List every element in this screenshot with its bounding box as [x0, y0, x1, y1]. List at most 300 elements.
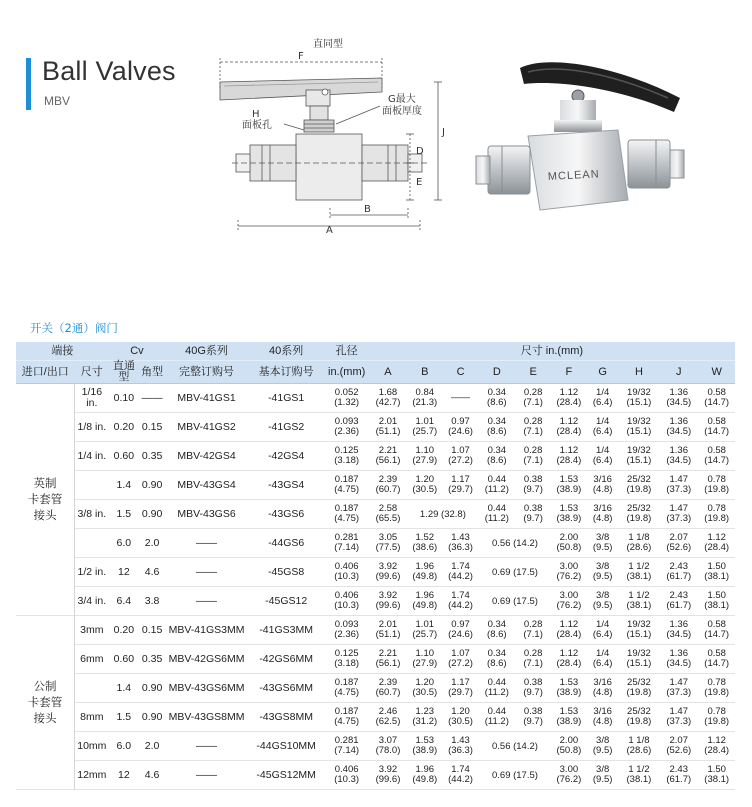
cell-H: [619, 732, 659, 761]
cell-F-mm: (50.8): [556, 745, 582, 756]
cell-B: [407, 384, 442, 413]
cell-B-mm: (30.5): [412, 484, 438, 495]
cell-G: [587, 703, 619, 732]
cell-J-mm: (61.7): [666, 600, 692, 611]
cell-F-in: 1.12: [559, 648, 579, 659]
cell-cv-straight: 1.5: [116, 710, 132, 723]
cell-F-mm: (76.2): [556, 571, 582, 582]
cell-orifice-mm: (10.3): [334, 774, 360, 785]
cell-B-mm: (25.7): [412, 629, 438, 640]
cell-J: [659, 587, 698, 616]
cell-J: [659, 500, 698, 529]
cell-G: [587, 761, 619, 790]
cell-H-in: 19/32: [627, 648, 651, 659]
cell-F: [551, 471, 586, 500]
cell-H: [619, 471, 659, 500]
cell-D-mm: (11.2): [484, 513, 509, 524]
cell-H-mm: (19.8): [626, 716, 652, 727]
cell-A-mm: (60.7): [375, 484, 401, 495]
cell-A: [369, 616, 407, 645]
cell-C-in: 1.17: [451, 677, 470, 688]
cell-40g-order: MBV-41GS2: [177, 420, 236, 433]
cell-D: [479, 471, 515, 500]
cell-H-in: 25/32: [627, 503, 651, 514]
cell-A-mm: (78.0): [375, 745, 401, 756]
cell-D-mm: (11.2): [484, 687, 509, 698]
cell-J: [659, 471, 698, 500]
table-row: [16, 616, 735, 645]
cell-orifice-mm: (7.14): [334, 542, 360, 553]
cell-size: 12mm: [77, 768, 107, 781]
table-row: [16, 761, 735, 790]
cell-W-in: 0.58: [707, 445, 726, 456]
cell-J-in: 2.07: [669, 735, 688, 746]
cell-C: [442, 558, 478, 587]
cell-W-in: 1.50: [707, 764, 726, 775]
cell-G: [587, 558, 619, 587]
cell-E-in: 0.28: [523, 416, 543, 427]
cell-E-in: 0.38: [523, 474, 543, 485]
cell-E: [515, 703, 551, 732]
header-col-W: W: [698, 361, 735, 384]
cell-E-mm: (9.7): [523, 513, 543, 524]
cell-G: [587, 732, 619, 761]
cell-C: [442, 703, 478, 732]
cell-DE-merged: 0.56 (14.2): [491, 740, 538, 752]
cell-40-order: -45GS8: [268, 565, 305, 578]
cell-F: [551, 529, 586, 558]
header-cv: Cv: [109, 342, 165, 361]
header-col-A: A: [369, 361, 407, 384]
cell-D-in: 0.44: [487, 706, 507, 717]
cell-H: [619, 616, 659, 645]
valve-dimension-diagram: [210, 30, 460, 235]
cell-orifice-mm: (4.75): [334, 716, 360, 727]
cell-H-mm: (38.1): [626, 571, 652, 582]
cell-size: 3mm: [80, 623, 104, 636]
cell-C-mm: (29.7): [448, 687, 473, 698]
cell-F-in: 3.00: [559, 590, 579, 601]
cell-BC-merged: 1.29 (32.8): [419, 508, 466, 520]
cell-W: [698, 500, 735, 529]
cell-size: 6mm: [80, 652, 104, 665]
cell-orifice-in: 0.093: [334, 416, 359, 427]
cell-C: [442, 674, 478, 703]
header-series-40: 40系列: [248, 342, 325, 361]
cell-C-in: 0.97: [451, 416, 470, 427]
cell-A-mm: (99.6): [375, 774, 401, 785]
table-row: [16, 674, 735, 703]
cell-G: [587, 616, 619, 645]
cell-B: [407, 674, 442, 703]
cell-E-in: 0.38: [523, 503, 543, 514]
cell-H-mm: (28.6): [626, 745, 652, 756]
cell-cv-straight: 1.4: [116, 478, 132, 491]
cell-A-mm: (99.6): [375, 571, 401, 582]
group-label-line: 接头: [33, 509, 57, 522]
cell-E-mm: (7.1): [523, 397, 543, 408]
cell-A: [369, 674, 407, 703]
cell-40-order: -42GS4: [268, 449, 305, 462]
cell-orifice-mm: (2.36): [334, 629, 360, 640]
cell-D: [479, 384, 515, 413]
cell-J-mm: (37.3): [666, 687, 692, 698]
cell-W-mm: (14.7): [704, 629, 730, 640]
table-row: [16, 471, 735, 500]
cell-B-mm: (27.9): [412, 658, 438, 669]
table-row: [16, 645, 735, 674]
group-label-line: 公制: [33, 680, 57, 693]
cell-A-in: 2.21: [378, 648, 398, 659]
cell-W: [698, 761, 735, 790]
cell-W-in: 0.58: [707, 648, 726, 659]
cell-C-mm: (36.3): [448, 745, 473, 756]
cell-cv-straight: 6.0: [116, 739, 132, 752]
cell-G-in: 3/8: [596, 561, 610, 572]
cell-orifice-mm: (4.75): [334, 484, 360, 495]
cell-C-in: 1.07: [451, 445, 470, 456]
cell-cv-straight: 0.60: [113, 449, 135, 462]
cell-H-in: 1 1/8: [628, 735, 650, 746]
cell-DE-merged: 0.69 (17.5): [491, 595, 538, 607]
cell-H-mm: (15.1): [626, 397, 652, 408]
cell-B: [407, 616, 442, 645]
header-col-J: J: [659, 361, 698, 384]
cell-W: [698, 529, 735, 558]
cell-W-mm: (14.7): [704, 455, 730, 466]
cell-40-order: -41GS3MM: [259, 623, 313, 636]
cell-C: [442, 645, 478, 674]
cell-F-in: 1.53: [559, 677, 579, 688]
cell-W: [698, 384, 735, 413]
cell-H: [619, 587, 659, 616]
cell-A-in: 1.68: [378, 387, 398, 398]
cell-orifice-in: 0.187: [334, 677, 359, 688]
cell-C: [442, 413, 478, 442]
cell-E-mm: (7.1): [523, 658, 543, 669]
cell-H: [619, 761, 659, 790]
header-col-H: H: [619, 361, 659, 384]
cell-F: [551, 558, 586, 587]
table-row: [16, 500, 735, 529]
diagram-label-B: B: [364, 204, 371, 215]
cell-F-mm: (28.4): [556, 455, 582, 466]
cell-orifice-mm: (7.14): [334, 745, 360, 756]
cell-F-in: 1.53: [559, 474, 579, 485]
cell-J-in: 1.47: [669, 706, 688, 717]
cell-C: [442, 384, 478, 413]
cell-J: [659, 529, 698, 558]
cell-W-in: 1.50: [707, 561, 726, 572]
cell-G-mm: (9.5): [592, 745, 613, 756]
cell-A-in: 2.01: [378, 416, 398, 427]
cell-F-mm: (76.2): [556, 600, 582, 611]
cell-H-mm: (15.1): [626, 455, 652, 466]
cell-G-in: 1/4: [596, 619, 610, 630]
cell-G-mm: (4.8): [592, 513, 613, 524]
cell-H: [619, 413, 659, 442]
cell-G: [587, 384, 619, 413]
cell-W-in: 0.78: [707, 503, 726, 514]
cell-W-in: 1.12: [707, 735, 726, 746]
cell-C-mm: (44.2): [448, 774, 473, 785]
table-row: [16, 384, 735, 413]
cell-C-in: 1.43: [451, 735, 470, 746]
cell-cv-angle: 3.8: [144, 594, 160, 607]
cell-J: [659, 558, 698, 587]
cell-size: 1/4 in.: [77, 449, 107, 462]
cell-F-mm: (28.4): [556, 629, 582, 640]
cell-40g-order: ——: [196, 536, 218, 549]
cell-A-in: 3.92: [378, 590, 398, 601]
cell-F: [551, 500, 586, 529]
cell-H-in: 1 1/2: [628, 590, 650, 601]
cell-B-mm: (49.8): [412, 600, 438, 611]
cell-orifice: [324, 384, 368, 413]
cell-DE-merged: 0.69 (17.5): [491, 769, 538, 781]
cell-cv-angle: 0.35: [141, 449, 163, 462]
cell-D-mm: (11.2): [484, 716, 509, 727]
title-accent-bar: [26, 58, 31, 110]
cell-size: 1/2 in.: [77, 565, 107, 578]
group-label-line: 卡套管: [27, 696, 63, 709]
cell-cv-angle: 0.15: [141, 623, 163, 636]
cell-E-in: 0.28: [523, 648, 543, 659]
cell-F: [551, 442, 586, 471]
cell-orifice-in: 0.406: [334, 590, 359, 601]
cell-E-mm: (9.7): [523, 484, 543, 495]
cell-W: [698, 732, 735, 761]
table-row: [16, 442, 735, 471]
cell-F-in: 3.00: [559, 561, 579, 572]
cell-orifice-mm: (1.32): [334, 397, 360, 408]
cell-J-mm: (52.6): [666, 745, 692, 756]
cell-40-order: -43GS8MM: [259, 710, 313, 723]
cell-B: [407, 703, 442, 732]
cell-E: [515, 674, 551, 703]
table-row: [16, 732, 735, 761]
cell-size: 1/16 in.: [81, 386, 103, 409]
cell-E-in: 0.28: [523, 387, 543, 398]
cell-H-in: 25/32: [627, 677, 651, 688]
cell-orifice-in: 0.406: [334, 764, 359, 775]
cell-40-order: -41GS1: [268, 391, 305, 404]
cell-B: [407, 645, 442, 674]
cell-size: 10mm: [77, 739, 107, 752]
cell-H: [619, 500, 659, 529]
cell-orifice-in: 0.187: [334, 706, 359, 717]
cell-D: [479, 500, 515, 529]
cell-C-in: 1.07: [451, 648, 470, 659]
cell-G: [587, 413, 619, 442]
cell-J-in: 2.07: [669, 532, 688, 543]
cell-W-mm: (38.1): [704, 571, 730, 582]
header-port: 端接: [16, 342, 109, 361]
cell-orifice: [324, 529, 368, 558]
cell-orifice-in: 0.125: [334, 648, 359, 659]
cell-cv-angle: 0.90: [141, 478, 163, 491]
cell-J-mm: (37.3): [666, 484, 692, 495]
cell-H-mm: (15.1): [626, 658, 652, 669]
cell-40-order: -44GS10MM: [256, 739, 316, 752]
cell-W-in: 0.58: [707, 387, 726, 398]
cell-D-in: 0.34: [487, 619, 507, 630]
cell-C-mm: (27.2): [448, 455, 473, 466]
cell-B: [407, 413, 442, 442]
cell-A-mm: (51.1): [375, 426, 401, 437]
cell-B-in: 1.96: [415, 764, 435, 775]
cell-G-in: 3/8: [596, 764, 610, 775]
cell-G: [587, 500, 619, 529]
header-complete-order: 完整订购号: [165, 361, 248, 384]
page-subtitle: MBV: [44, 94, 71, 108]
diagram-label-A: A: [326, 225, 333, 235]
cell-B-mm: (31.2): [412, 716, 438, 727]
cell-J-mm: (34.5): [666, 629, 692, 640]
cell-G-mm: (9.5): [592, 774, 613, 785]
cell-E: [515, 413, 551, 442]
cell-E-in: 0.38: [523, 706, 543, 717]
cell-F: [551, 616, 586, 645]
header-series-40g: 40G系列: [165, 342, 248, 361]
cell-J-in: 1.47: [669, 474, 688, 485]
cell-J: [659, 732, 698, 761]
cell-F-mm: (28.4): [556, 397, 582, 408]
cell-E-mm: (7.1): [523, 629, 543, 640]
cell-40g-order: MBV-43GS6: [177, 507, 236, 520]
diagram-label-D: D: [416, 146, 424, 157]
cell-C-in: 1.17: [451, 474, 470, 485]
cell-J-mm: (34.5): [666, 658, 692, 669]
cell-cv-angle: 4.6: [144, 768, 160, 781]
table-row: [16, 558, 735, 587]
cell-A-in: 3.07: [378, 735, 398, 746]
cell-B-in: 1.10: [415, 648, 435, 659]
cell-F: [551, 384, 586, 413]
diagram-label-G: G最大: [388, 94, 416, 105]
cell-G: [587, 529, 619, 558]
cell-E: [515, 471, 551, 500]
cell-W-in: 1.50: [707, 590, 726, 601]
cell-E-in: 0.38: [523, 677, 543, 688]
cell-G-in: 1/4: [596, 387, 610, 398]
cell-D: [479, 674, 515, 703]
cell-40g-order: MBV-42GS4: [177, 449, 236, 462]
cell-A: [369, 384, 407, 413]
cell-cv-straight: 6.4: [116, 594, 132, 607]
cell-A-in: 2.01: [378, 619, 398, 630]
cell-W: [698, 413, 735, 442]
cell-A-mm: (56.1): [375, 658, 401, 669]
cell-orifice: [324, 703, 368, 732]
cell-J-mm: (37.3): [666, 716, 692, 727]
cell-J: [659, 616, 698, 645]
cell-J-in: 2.43: [669, 561, 688, 572]
cell-F: [551, 413, 586, 442]
cell-C-in: 1.74: [451, 561, 470, 572]
cell-40-order: -43GS6: [268, 507, 305, 520]
cell-G-in: 3/16: [593, 503, 612, 514]
cell-B: [407, 442, 442, 471]
cell-40g-order: MBV-43GS6MM: [168, 681, 245, 694]
cell-B-mm: (38.6): [412, 542, 438, 553]
cell-W-in: 0.58: [707, 416, 726, 427]
cell-C-in: ——: [451, 392, 471, 403]
cell-J-mm: (61.7): [666, 774, 692, 785]
cell-A: [369, 645, 407, 674]
cell-orifice: [324, 732, 368, 761]
cell-B-mm: (21.3): [412, 397, 438, 408]
cell-H-mm: (19.8): [626, 513, 652, 524]
cell-size: 3/8 in.: [77, 507, 107, 520]
photo-brand-label: MCLEAN: [547, 168, 600, 183]
cell-C-mm: (24.6): [448, 426, 473, 437]
cell-orifice-in: 0.125: [334, 445, 359, 456]
cell-40g-order: MBV-42GS6MM: [168, 652, 245, 665]
cell-40-order: -42GS6MM: [259, 652, 313, 665]
cell-G: [587, 587, 619, 616]
cell-C: [442, 587, 478, 616]
cell-A-in: 2.21: [378, 445, 398, 456]
cell-C: [442, 529, 478, 558]
cell-A: [369, 442, 407, 471]
cell-E: [515, 442, 551, 471]
cell-W: [698, 558, 735, 587]
cell-size: 1/8 in.: [77, 420, 107, 433]
cell-orifice: [324, 500, 368, 529]
cell-G: [587, 471, 619, 500]
cell-A: [369, 703, 407, 732]
cell-size: [74, 674, 108, 703]
cell-D-in: 0.44: [487, 503, 507, 514]
cell-C-mm: (27.2): [448, 658, 473, 669]
cell-W-in: 0.78: [707, 677, 726, 688]
cell-A: [369, 761, 407, 790]
cell-D-in: 0.34: [487, 445, 507, 456]
cell-H: [619, 529, 659, 558]
cell-C: [442, 616, 478, 645]
cell-B-in: 0.84: [415, 387, 435, 398]
cell-H-in: 1 1/2: [628, 561, 650, 572]
cell-C-mm: (44.2): [448, 600, 473, 611]
cell-C-mm: (24.6): [448, 629, 473, 640]
cell-C-in: 1.74: [451, 590, 470, 601]
cell-J-in: 1.36: [669, 387, 688, 398]
cell-D-mm: (8.6): [487, 397, 507, 408]
cell-A: [369, 529, 407, 558]
cell-40-order: -43GS4: [268, 478, 305, 491]
cell-orifice: [324, 674, 368, 703]
group-label: [16, 616, 74, 790]
cell-H-in: 19/32: [627, 416, 651, 427]
cell-J-in: 2.43: [669, 764, 688, 775]
cell-G-mm: (4.8): [592, 716, 613, 727]
cell-B-mm: (49.8): [412, 774, 438, 785]
cell-C-mm: (30.5): [448, 716, 473, 727]
header-basic-order: 基本订购号: [248, 361, 325, 384]
cell-B-in: 1.20: [415, 474, 435, 485]
cell-B-in: 1.01: [415, 619, 435, 630]
cell-H-mm: (19.8): [626, 687, 652, 698]
cell-F: [551, 645, 586, 674]
cell-orifice-mm: (4.75): [334, 687, 360, 698]
cell-F-in: 2.00: [559, 532, 579, 543]
header-inlet-outlet: 进口/出口: [16, 361, 74, 384]
cell-J-in: 1.47: [669, 503, 688, 514]
cell-C: [442, 471, 478, 500]
cell-A-in: 2.46: [378, 706, 398, 717]
cell-B: [407, 587, 442, 616]
